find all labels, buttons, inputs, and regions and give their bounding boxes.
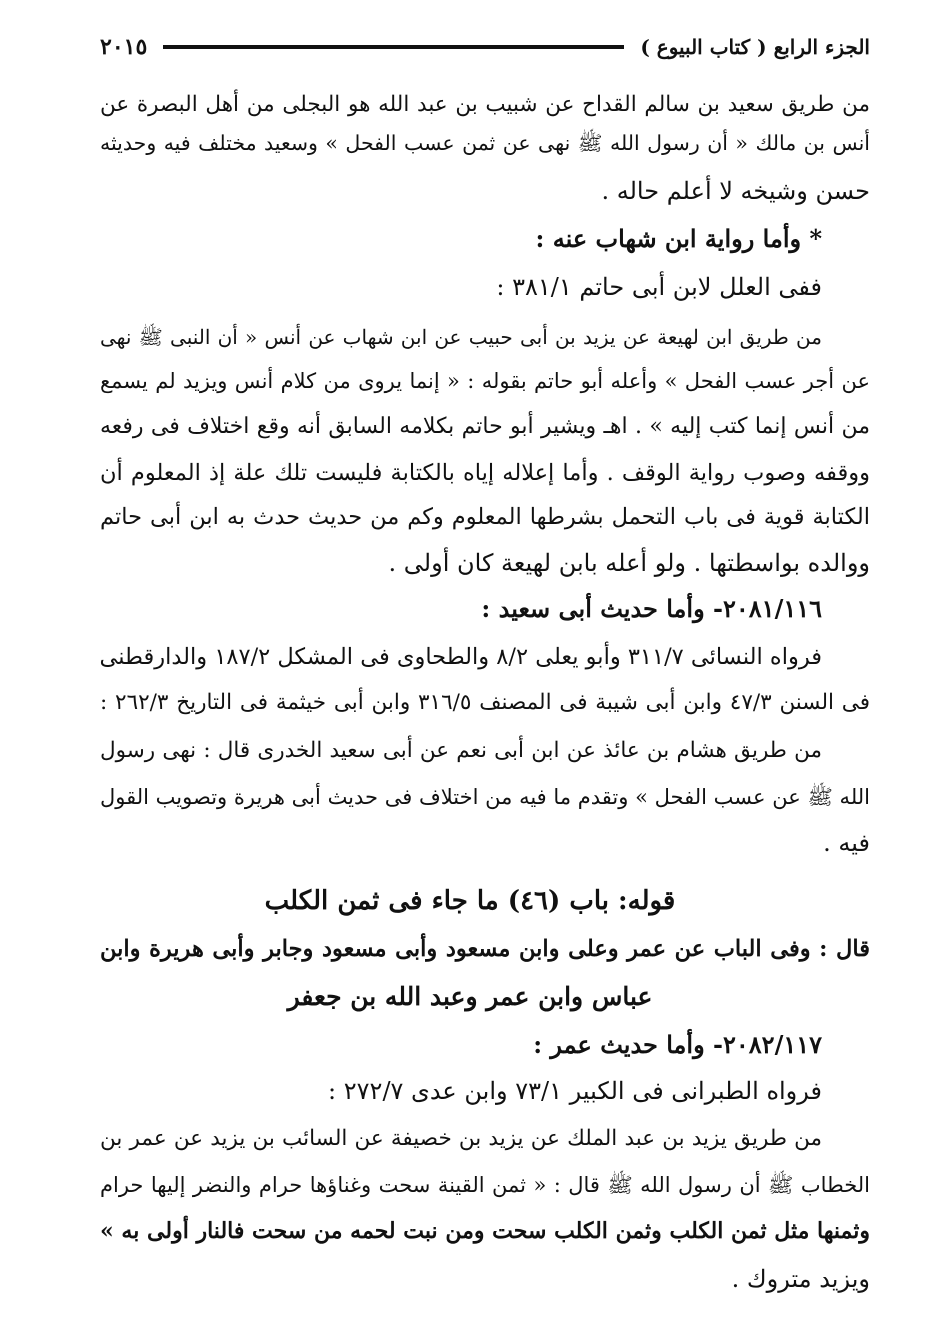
text-line: حسن وشيخه لا أعلم حاله .: [601, 177, 870, 205]
chapter-text-line: عباس وابن عمر وعبد الله بن جعفر: [287, 982, 653, 1011]
text-line: من طريق سعيد بن سالم القداح عن شبيب بن عبد الله هو البجلى من أهل البصرة عن: [100, 92, 870, 117]
text-line: فى السنن ٤٧/٣ وابن أبى شيبة فى المصنف ٣١٦/٥ وابن أبى خيثمة فى التاريخ ٢٦٢/٣ :: [100, 690, 870, 715]
header-rule: [163, 45, 624, 49]
hadith-heading: ٢٠٨٢/١١٧- وأما حديث عمر :: [533, 1030, 822, 1059]
text-line: من طريق يزيد بن عبد الملك عن يزيد بن خصيفة عن السائب بن يزيد عن عمر بن: [100, 1126, 822, 1151]
text-line: فيه .: [823, 829, 870, 857]
hadith-heading: ٢٠٨١/١١٦- وأما حديث أبى سعيد :: [481, 594, 822, 623]
text-line: الكتابة قوية فى باب التحمل بشرطها المعلوم وكم من حديث حدث به ابن أبى حاتم: [100, 504, 870, 530]
text-line: من أنس إنما كتب إليه » . اهـ ويشير أبو حاتم بكلامه السابق أنه وقع اختلاف فى رفعه: [100, 414, 870, 439]
text-line: الله ﷺ عن عسب الفحل » وتقدم ما فيه من اختلاف فى حديث أبى هريرة وتصويب القول: [100, 785, 870, 809]
page-header: [100, 30, 870, 64]
text-line: من طريق هشام بن عائذ عن ابن أبى نعم عن أبى سعيد الخدرى قال : نهى رسول: [100, 738, 822, 763]
text-line: عن أجر عسب الفحل » وأعله أبو حاتم بقوله : « إنما يروى من كلام أنس ويزيد لم يسمع: [100, 369, 870, 393]
chapter-text-line: قال : وفى الباب عن عمر وعلى وابن مسعود وأبى مسعود وجابر وأبى هريرة وابن: [100, 936, 870, 962]
page-number: ٢٠١٥: [100, 34, 148, 60]
section-heading: * وأما رواية ابن شهاب عنه :: [535, 224, 822, 253]
text-line: ووقفه وصوب رواية الوقف . وأما إعلاله إياه بالكتابة فليست تلك علة إذ المعلوم أن: [100, 460, 870, 486]
text-line: فرواه الطبرانى فى الكبير ٧٣/١ وابن عدى ٢٧٢/٧ :: [328, 1077, 822, 1105]
running-title: الجزء الرابع ( كتاب البيوع ): [640, 35, 870, 59]
text-line: أنس بن مالك « أن رسول الله ﷺ نهى عن ثمن عسب الفحل » وسعيد مختلف فيه وحديثه: [100, 131, 870, 155]
text-line: من طريق ابن لهيعة عن يزيد بن أبى حبيب عن ابن شهاب عن أنس « أن النبى ﷺ نهى: [100, 325, 822, 349]
text-line: الخطاب ﷺ أن رسول الله ﷺ قال : « ثمن القينة سحت وغناؤها حرام والنضر إليها حرام: [100, 1173, 870, 1197]
chapter-heading: قوله: باب (٤٦) ما جاء فى ثمن الكلب: [264, 886, 676, 916]
text-line: فرواه النسائى ٣١١/٧ وأبو يعلى ٨/٢ والطحاوى فى المشكل ١٨٧/٢ والدارقطنى: [100, 644, 822, 670]
text-line: وثمنها مثل ثمن الكلب وثمن الكلب سحت ومن نبت لحمه من سحت فالنار أولى به »: [100, 1218, 870, 1244]
text-line: ووالده بواسطتها . ولو أعله بابن لهيعة كان أولى .: [388, 549, 870, 577]
text-line: ففى العلل لابن أبى حاتم ٣٨١/١ :: [496, 273, 822, 301]
text-line: ويزيد متروك .: [731, 1265, 870, 1293]
